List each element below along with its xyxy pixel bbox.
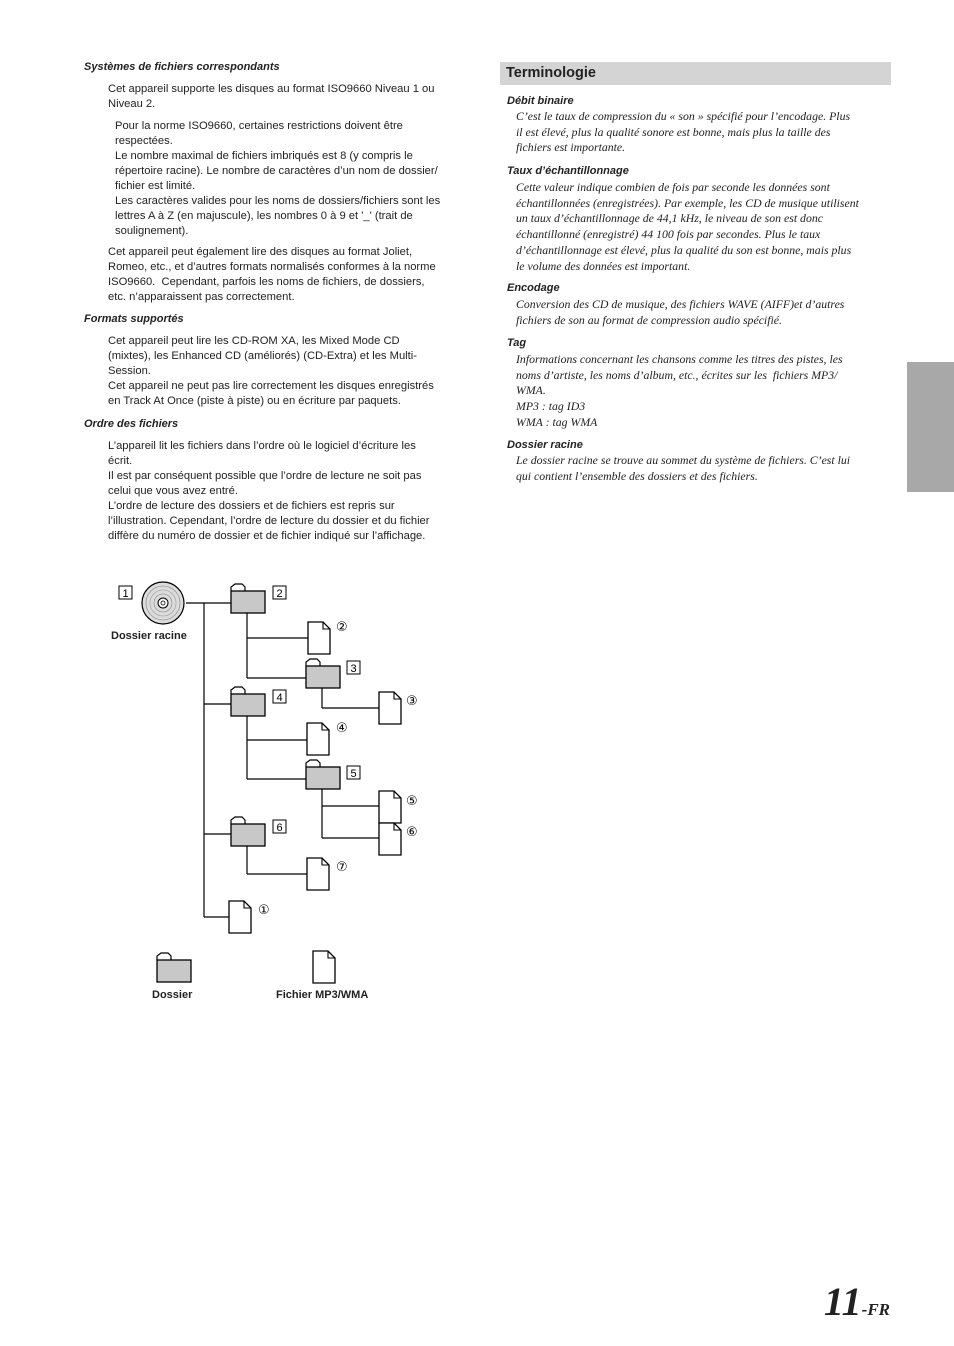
paragraph: Cet appareil peut également lire des disques au format Joliet, Romeo, etc., et d’autres formats normalisés conformes à la norme ISO9660. Cependant, parfois les noms de fichiers, de dossiers, etc. n’apparaissent pas correctement. <box>108 246 436 303</box>
cd-disc-icon <box>142 582 184 624</box>
page-number-value: 11 <box>823 1279 862 1324</box>
legend-folder-icon <box>157 953 191 982</box>
folder-icon <box>231 584 265 613</box>
paragraph: L’appareil lit les fichiers dans l’ordre où le logiciel d’écriture les écrit. Il est par conséquent possible que l’ordre de lecture ne soit pas celui que vous avez entré. L’ordre de lecture des dossiers et de fichiers est repris sur l’illustration. Cependant, l’ordre de lecture du dossier et du fichier diffère du numéro de dossier et de fichier indiqué sur l’affichage. <box>108 440 430 542</box>
root-folder-label: Dossier racine <box>111 630 187 642</box>
legend-file-icon <box>313 951 335 983</box>
file-number: ⑥ <box>406 825 418 840</box>
term-dossier-racine: Dossier racine <box>507 439 583 451</box>
file-number: ⑦ <box>336 860 348 875</box>
term-debit: Débit binaire <box>507 95 574 107</box>
definition: Le dossier racine se trouve au sommet du système de fichiers. C’est lui qui contient l’ensemble des dossiers et des fichiers. <box>516 453 851 483</box>
folder-number: 4 <box>276 692 283 704</box>
section-title-formats: Formats supportés <box>84 313 184 325</box>
tree-connectors <box>186 603 379 917</box>
folder-number: 1 <box>122 588 129 600</box>
file-number: ③ <box>406 694 418 709</box>
file-number: ④ <box>336 721 348 736</box>
file-number: ② <box>336 620 348 635</box>
folder-number: 2 <box>276 588 283 600</box>
definition: Informations concernant les chansons comme les titres des pistes, les noms d’artiste, les noms d’album, etc., écrites sur les fichiers MP3/ WMA. MP3 : tag ID3 WMA : tag WMA <box>516 352 843 429</box>
folder-icon <box>306 760 340 789</box>
legend-file-label: Fichier MP3/WMA <box>276 989 369 1001</box>
legend-folder-label: Dossier <box>152 989 193 1001</box>
file-number: ① <box>258 903 270 918</box>
folder-number: 3 <box>350 663 357 675</box>
section-title-ordre: Ordre des fichiers <box>84 418 179 430</box>
paragraph: Cet appareil peut lire les CD-ROM XA, les Mixed Mode CD (mixtes), les Enhanced CD (améliorés) (CD-Extra) et les Multi- Session. Cet appareil ne peut pas lire correctement les disques enregistrés en Track At Once (piste à piste) ou en écriture par paquets. <box>108 335 434 407</box>
folder-icon <box>306 659 340 688</box>
term-encodage: Encodage <box>507 282 560 294</box>
definition: C’est le taux de compression du « son » spécifié pour l’encodage. Plus il est élevé, plus la qualité sonore est bonne, mais plus la taille des fichiers est importante. <box>516 109 851 155</box>
folder-number: 6 <box>276 822 283 834</box>
folder-icon <box>231 817 265 846</box>
term-taux: Taux d’échantillonnage <box>507 165 629 177</box>
definition: Cette valeur indique combien de fois par seconde les données sont échantillonnées (enregistrées). Par exemple, les CD de musique utilisent un taux d’échantillonnage de 44,1 kHz, le niveau de son est donc échantillonné (enregistré) 44 100 fois par secondes. Plus le taux d’échantillonnage est élevé, plus la qualité du son est bonne, mais plus le volume des données est important. <box>516 180 859 273</box>
page-number-suffix: -FR <box>861 1300 890 1319</box>
page-number <box>824 1278 890 1325</box>
paragraph: Pour la norme ISO9660, certaines restrictions doivent être respectées. Le nombre maximal de fichiers imbriqués est 8 (y compris le répertoire racine). Le nombre de caractères d’un nom de dossier/ fichier est limité. Les caractères valides pour les noms de dossiers/fichiers sont les lettres A à Z (en majuscule), les nombres 0 à 9 et '_' (trait de soulignement). <box>115 120 441 237</box>
file-icon <box>229 901 251 933</box>
terminologie-title: Terminologie <box>506 65 596 81</box>
definition: Conversion des CD de musique, des fichiers WAVE (AIFF)et d’autres fichiers de son au format de compression audio spécifié. <box>516 297 845 327</box>
file-icon <box>307 858 329 890</box>
file-number: ⑤ <box>406 794 418 809</box>
term-tag: Tag <box>507 337 527 349</box>
file-icon <box>308 622 330 654</box>
folder-number: 5 <box>350 768 357 780</box>
file-icon <box>379 791 401 823</box>
folder-icon <box>231 687 265 716</box>
file-icon <box>307 723 329 755</box>
file-icon <box>379 823 401 855</box>
paragraph: Cet appareil supporte les disques au format ISO9660 Niveau 1 ou Niveau 2. <box>108 83 435 110</box>
file-icon <box>379 692 401 724</box>
section-title-systemes: Systèmes de fichiers correspondants <box>84 61 280 73</box>
